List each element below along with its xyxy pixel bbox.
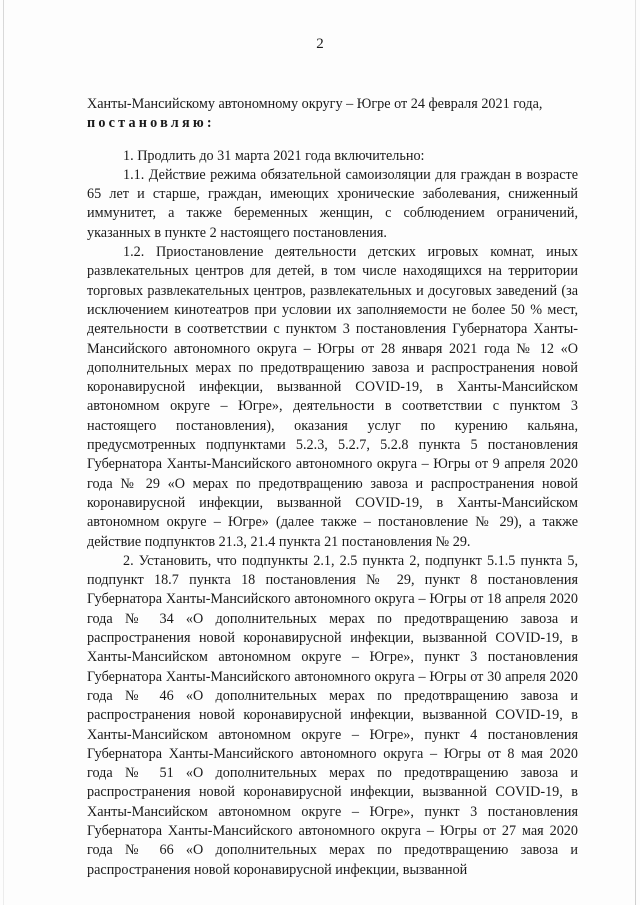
decree-word: постановляю: (87, 115, 215, 132)
paragraph-1: 1. Продлить до 31 марта 2021 года включительно: (123, 147, 425, 164)
document-body (87, 95, 578, 880)
paragraph-1-1: 1.1. Действие режима обязательной самоизоляции для граждан в возрасте 65 лет и старше, граждан, имеющих хронические заболевания, сниженный иммунитет, а также беременных женщин, с соблюдением ограничений, указанных в пункте 2 настоящего постановления. (87, 166, 578, 241)
paragraph-2: 2. Установить, что подпункты 2.1, 2.5 пункта 2, подпункт 5.1.5 пункта 5, подпункт 18.7 пункта 18 постановления № 29, пункт 8 постановления Губернатора Ханты-Мансийского автономного округа – Югры от 18 апреля 2020 года № 34 «О дополнительных мерах по предотвращению завоза и распространения новой коронавирусной инфекции, вызванной COVID-19, в Ханты-Мансийском автономном округе – Югре», пункт 3 постановления Губернатора Ханты-Мансийского автономного округа – Югры от 30 апреля 2020 года № 46 «О дополнительных мерах по предотвращению завоза и распространения новой коронавирусной инфекции, вызванной COVID-19, в Ханты-Мансийском автономном округе – Югре», пункт 4 постановления Губернатора Ханты-Мансийского автономного округа – Югры от 8 мая 2020 года № 51 «О дополнительных мерах по предотвращению завоза и распространения новой коронавирусной инфекции, вызванной COVID-19, в Ханты-Мансийском автономном округе – Югре», пункт 3 постановления Губернатора Ханты-Мансийского автономного округа – Югры от 27 мая 2020 года № 66 «О дополнительных мерах по предотвращению завоза и распространения новой коронавирусной инфекции, вызванной (87, 552, 578, 878)
paragraph-1-2: 1.2. Приостановление деятельности детских игровых комнат, иных развлекательных центров для детей, в том числе находящихся на территории торговых развлекательных центров, развлекательных и досуговых заведений (за исключением кинотеатров при условии их заполняемости не более 50 % мест, деятельности в соответствии с пунктом 3 постановления Губернатора Ханты-Мансийского автономного округа – Югры от 28 января 2021 года № 12 «О дополнительных мерах по предотвращению завоза и распространения новой коронавирусной инфекции, вызванной COVID-19, в Ханты-Мансийском автономном округе – Югре», деятельности в соответствии с пунктом 3 настоящего постановления), оказания услуг по курению кальяна, предусмотренных подпунктами 5.2.3, 5.2.7, 5.2.8 пункта 5 постановления Губернатора Ханты-Мансийского автономного округа – Югры от 9 апреля 2020 года № 29 «О мерах по предотвращению завоза и распространения новой коронавирусной инфекции, вызванной COVID-19, в Ханты-Мансийском автономном округе – Югре» (далее также – постановление № 29), а также действие подпунктов 21.3, 21.4 пункта 21 постановления № 29. (87, 244, 578, 550)
intro-line: Ханты-Мансийскому автономному округу – Югре от 24 февраля 2021 года, (87, 96, 543, 112)
scan-edge-right (635, 0, 636, 905)
page-number: 2 (316, 36, 324, 52)
scan-edge-left (3, 0, 4, 905)
